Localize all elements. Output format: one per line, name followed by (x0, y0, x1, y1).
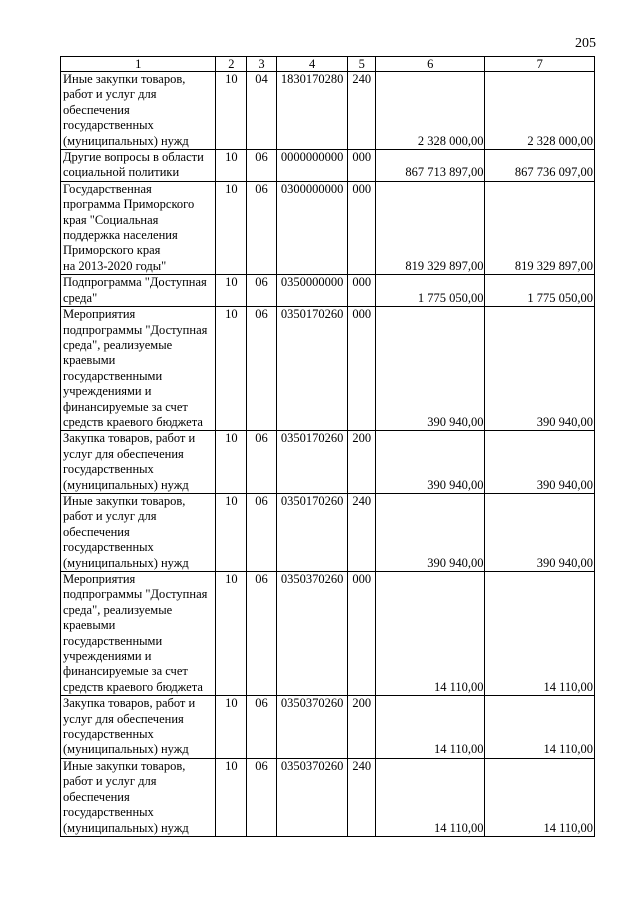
amount-cell: 2 328 000,00 (376, 72, 485, 150)
amount-cell: 390 940,00 (376, 493, 485, 571)
expense-type-cell: 240 (348, 493, 376, 571)
amount-cell: 14 110,00 (485, 572, 595, 696)
row-name-cell: Государственная программа Приморского края "Социальная поддержка населения Приморского края на 2013-2020 годы" (61, 181, 216, 274)
target-article-cell: 0000000000 (276, 150, 348, 182)
amount-cell: 1 775 050,00 (376, 275, 485, 307)
target-article-cell: 0350000000 (276, 275, 348, 307)
table-row (61, 493, 595, 571)
expense-type-cell: 000 (348, 275, 376, 307)
expense-type-cell: 000 (348, 181, 376, 274)
expense-type-cell: 200 (348, 431, 376, 494)
amount-cell: 390 940,00 (485, 493, 595, 571)
column-header: 5 (348, 57, 376, 72)
table-row (61, 307, 595, 431)
table-row (61, 150, 595, 182)
amount-cell: 14 110,00 (376, 696, 485, 759)
subsection-code-cell: 06 (247, 275, 277, 307)
column-header: 1 (61, 57, 216, 72)
subsection-code-cell: 06 (247, 696, 277, 759)
expense-type-cell: 240 (348, 758, 376, 836)
row-name-cell: Мероприятия подпрограммы "Доступная среда", реализуемые краевыми государственными учреждениями и финансируемые за счет средств краевого бюджета (61, 307, 216, 431)
target-article-cell: 0350170260 (276, 493, 348, 571)
row-name-cell: Иные закупки товаров, работ и услуг для обеспечения государственных (муниципальных) нужд (61, 72, 216, 150)
table-row (61, 696, 595, 759)
section-code-cell: 10 (216, 758, 247, 836)
target-article-cell: 0350370260 (276, 696, 348, 759)
column-header: 4 (276, 57, 348, 72)
expense-type-cell: 000 (348, 150, 376, 182)
row-name-cell: Закупка товаров, работ и услуг для обеспечения государственных (муниципальных) нужд (61, 696, 216, 759)
subsection-code-cell: 06 (247, 181, 277, 274)
amount-cell: 819 329 897,00 (485, 181, 595, 274)
table-row (61, 275, 595, 307)
subsection-code-cell: 06 (247, 150, 277, 182)
expense-type-cell: 000 (348, 572, 376, 696)
target-article-cell: 0350370260 (276, 572, 348, 696)
amount-cell: 390 940,00 (485, 307, 595, 431)
table-row (61, 431, 595, 494)
table-row (61, 572, 595, 696)
subsection-code-cell: 06 (247, 758, 277, 836)
target-article-cell: 1830170280 (276, 72, 348, 150)
table-row (61, 72, 595, 150)
amount-cell: 14 110,00 (376, 758, 485, 836)
expense-type-cell: 000 (348, 307, 376, 431)
subsection-code-cell: 06 (247, 431, 277, 494)
amount-cell: 867 713 897,00 (376, 150, 485, 182)
amount-cell: 14 110,00 (485, 758, 595, 836)
page-number: 205 (575, 36, 596, 51)
column-header: 2 (216, 57, 247, 72)
section-code-cell: 10 (216, 572, 247, 696)
section-code-cell: 10 (216, 72, 247, 150)
row-name-cell: Другие вопросы в области социальной политики (61, 150, 216, 182)
amount-cell: 14 110,00 (376, 572, 485, 696)
row-name-cell: Подпрограмма "Доступная среда" (61, 275, 216, 307)
amount-cell: 14 110,00 (485, 696, 595, 759)
amount-cell: 867 736 097,00 (485, 150, 595, 182)
section-code-cell: 10 (216, 431, 247, 494)
section-code-cell: 10 (216, 307, 247, 431)
column-header: 6 (376, 57, 485, 72)
column-header: 3 (247, 57, 277, 72)
expense-type-cell: 200 (348, 696, 376, 759)
table-header-row (61, 57, 595, 72)
section-code-cell: 10 (216, 150, 247, 182)
amount-cell: 2 328 000,00 (485, 72, 595, 150)
target-article-cell: 0350370260 (276, 758, 348, 836)
subsection-code-cell: 06 (247, 493, 277, 571)
subsection-code-cell: 04 (247, 72, 277, 150)
table-row (61, 758, 595, 836)
section-code-cell: 10 (216, 275, 247, 307)
row-name-cell: Закупка товаров, работ и услуг для обеспечения государственных (муниципальных) нужд (61, 431, 216, 494)
amount-cell: 390 940,00 (376, 307, 485, 431)
amount-cell: 390 940,00 (485, 431, 595, 494)
amount-cell: 1 775 050,00 (485, 275, 595, 307)
section-code-cell: 10 (216, 181, 247, 274)
row-name-cell: Иные закупки товаров, работ и услуг для обеспечения государственных (муниципальных) нужд (61, 493, 216, 571)
amount-cell: 390 940,00 (376, 431, 485, 494)
table-row (61, 181, 595, 274)
column-header: 7 (485, 57, 595, 72)
target-article-cell: 0350170260 (276, 431, 348, 494)
section-code-cell: 10 (216, 493, 247, 571)
expense-type-cell: 240 (348, 72, 376, 150)
row-name-cell: Мероприятия подпрограммы "Доступная среда", реализуемые краевыми государственными учреждениями и финансируемые за счет средств краевого бюджета (61, 572, 216, 696)
amount-cell: 819 329 897,00 (376, 181, 485, 274)
budget-table (60, 56, 595, 837)
section-code-cell: 10 (216, 696, 247, 759)
target-article-cell: 0350170260 (276, 307, 348, 431)
subsection-code-cell: 06 (247, 572, 277, 696)
subsection-code-cell: 06 (247, 307, 277, 431)
target-article-cell: 0300000000 (276, 181, 348, 274)
row-name-cell: Иные закупки товаров, работ и услуг для обеспечения государственных (муниципальных) нужд (61, 758, 216, 836)
